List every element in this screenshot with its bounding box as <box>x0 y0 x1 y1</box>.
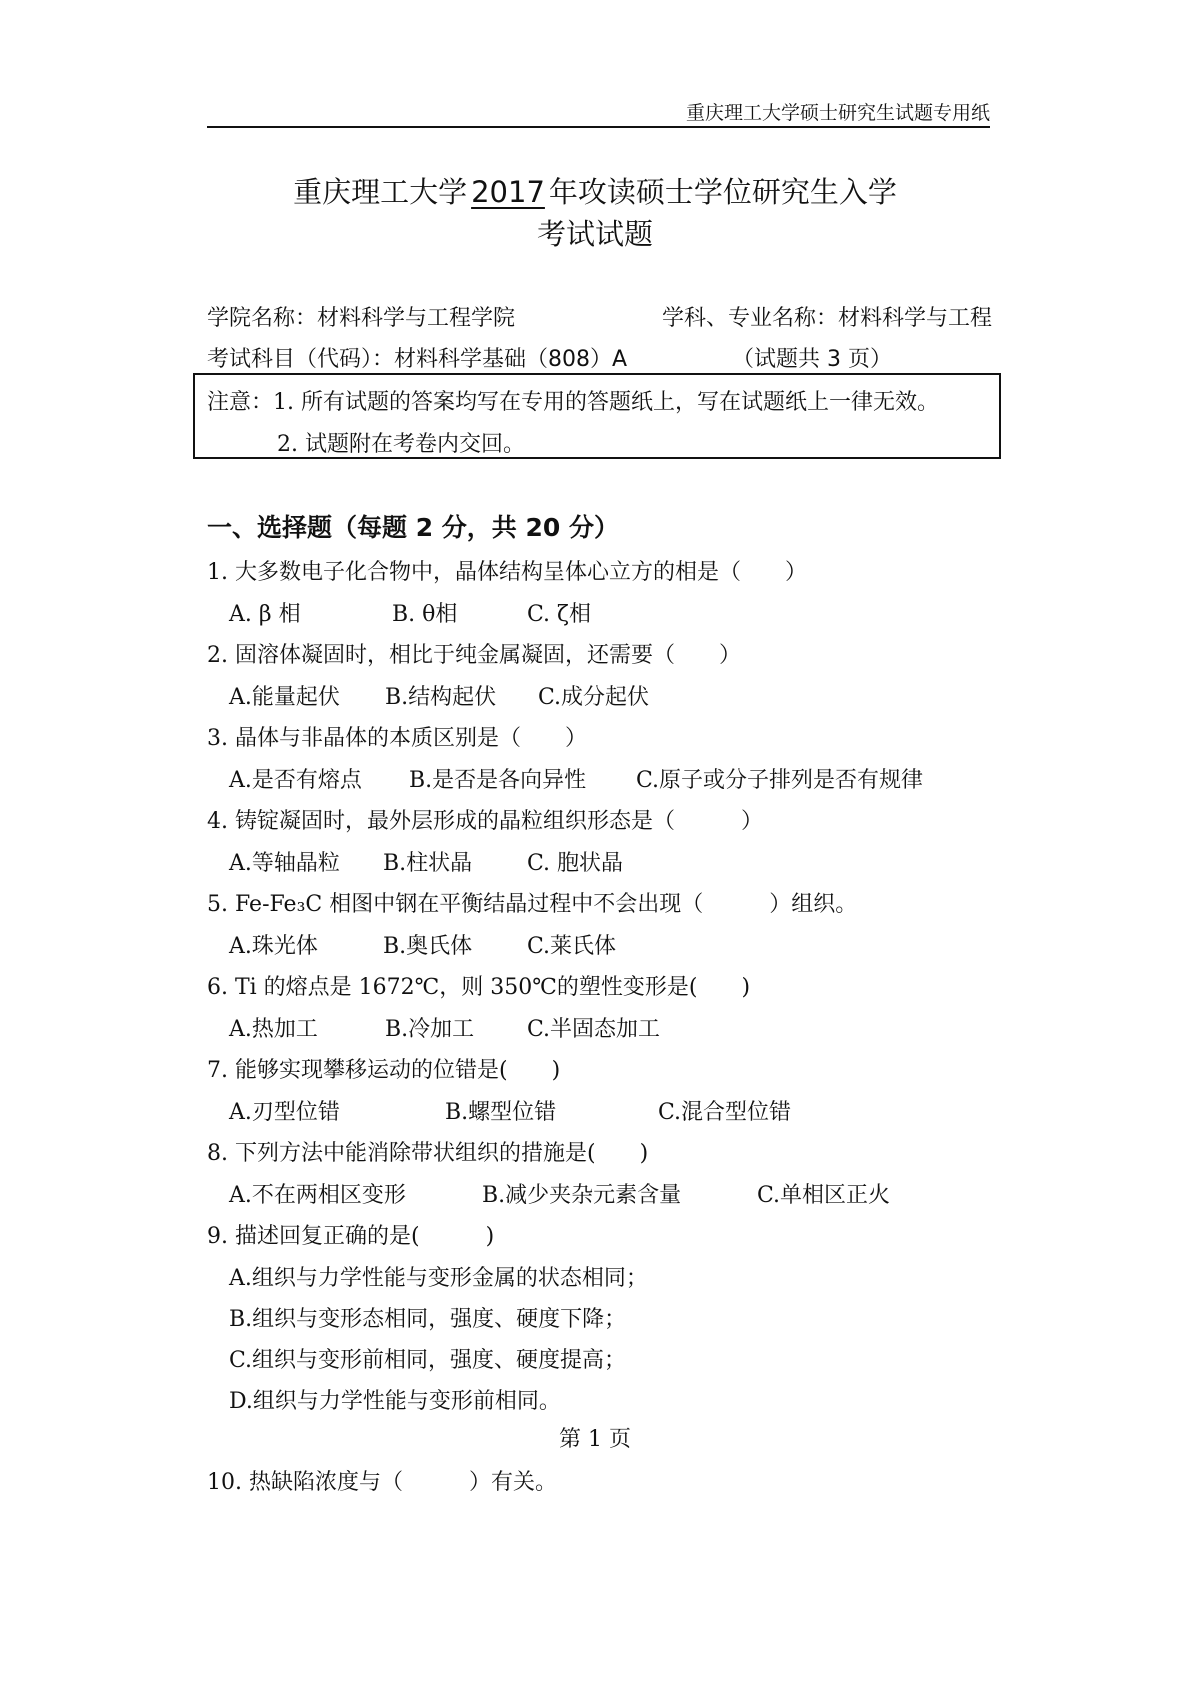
notice-line-2: 2. 试题附在考卷内交回。 <box>277 432 525 457</box>
exam-subject: 考试科目（代码）：材料科学基础（808）A <box>207 347 628 372</box>
option: B.柱状晶 <box>383 851 473 876</box>
option: A.等轴晶粒 <box>229 851 340 876</box>
question-stem: 9. 描述回复正确的是( ) <box>207 1224 495 1249</box>
option: D.组织与力学性能与变形前相同。 <box>229 1389 561 1414</box>
title-prefix: 重庆理工大学 <box>293 175 468 209</box>
page-count: （试题共 3 页） <box>732 347 892 372</box>
title-year: 2017 <box>471 175 545 209</box>
option: A.能量起伏 <box>229 685 340 710</box>
option: C. ζ相 <box>527 602 591 627</box>
option: B.螺型位错 <box>445 1100 557 1125</box>
option: A.组织与力学性能与变形金属的状态相同； <box>229 1266 648 1291</box>
major-name: 学科、专业名称：材料科学与工程 <box>661 306 992 331</box>
option: C.成分起伏 <box>538 685 650 710</box>
option: A.热加工 <box>229 1017 318 1042</box>
header-label: 重庆理工大学硕士研究生试题专用纸 <box>685 102 990 124</box>
option: C.单相区正火 <box>757 1183 891 1208</box>
exam-subtitle: 考试试题 <box>536 217 653 251</box>
option: B.组织与变形态相同，强度、硬度下降； <box>229 1307 627 1332</box>
option: C.混合型位错 <box>658 1100 792 1125</box>
exam-title <box>0 170 1190 211</box>
option: C.组织与变形前相同，强度、硬度提高； <box>229 1348 627 1373</box>
question-stem: 3. 晶体与非晶体的本质区别是（ ） <box>207 726 587 751</box>
college-name: 学院名称：材料科学与工程学院 <box>207 306 516 331</box>
option: A.不在两相区变形 <box>229 1183 406 1208</box>
question-stem: 8. 下列方法中能消除带状组织的措施是( ) <box>207 1141 649 1166</box>
question-stem: 6. Ti 的熔点是 1672℃，则 350℃的塑性变形是( ) <box>207 975 751 1000</box>
notice-line-1: 注意：1. 所有试题的答案均写在专用的答题纸上，写在试题纸上一律无效。 <box>207 390 939 415</box>
page-number: 第 1 页 <box>559 1427 631 1452</box>
question-stem: 7. 能够实现攀移运动的位错是( ) <box>207 1058 561 1083</box>
section-title: 一、选择题（每题 2 分，共 20 分） <box>207 513 620 542</box>
question-stem: 1. 大多数电子化合物中，晶体结构呈体心立方的相是（ ） <box>207 560 807 585</box>
title-suffix: 年攻读硕士学位研究生入学 <box>548 175 897 209</box>
option: A.是否有熔点 <box>229 768 362 793</box>
option: C.半固态加工 <box>527 1017 661 1042</box>
option: B.奥氏体 <box>383 934 473 959</box>
option: B. θ相 <box>392 602 458 627</box>
option: B.减少夹杂元素含量 <box>482 1183 682 1208</box>
option: B.结构起伏 <box>385 685 497 710</box>
question-stem: 10. 热缺陷浓度与（ ）有关。 <box>207 1470 557 1495</box>
option: C.莱氏体 <box>527 934 617 959</box>
question-stem: 5. Fe-Fe₃C 相图中钢在平衡结晶过程中不会出现（ ）组织。 <box>207 892 858 917</box>
option: A.刃型位错 <box>229 1100 340 1125</box>
question-stem: 4. 铸锭凝固时，最外层形成的晶粒组织形态是（ ） <box>207 809 763 834</box>
question-stem: 2. 固溶体凝固时，相比于纯金属凝固，还需要（ ） <box>207 643 741 668</box>
option: C.原子或分子排列是否有规律 <box>636 768 924 793</box>
option: B.冷加工 <box>385 1017 475 1042</box>
option: B.是否是各向异性 <box>409 768 587 793</box>
option: A.珠光体 <box>229 934 318 959</box>
page-header <box>207 96 990 128</box>
option: C. 胞状晶 <box>527 851 624 876</box>
notice-box <box>193 373 1001 459</box>
option: A. β 相 <box>229 602 301 627</box>
